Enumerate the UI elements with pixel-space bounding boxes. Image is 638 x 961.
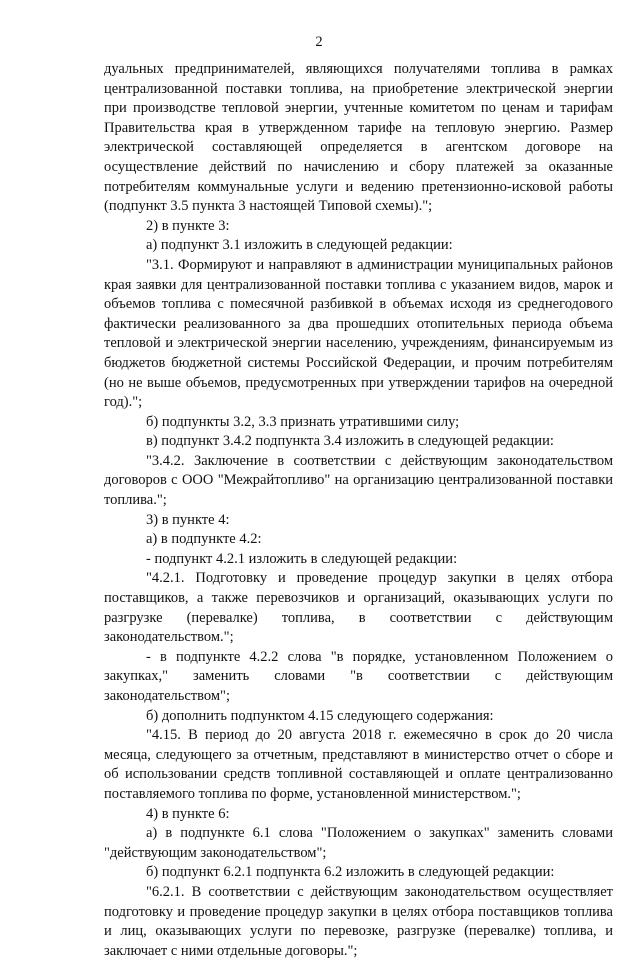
paragraph: "4.15. В период до 20 августа 2018 г. ежемесячно в срок до 20 числа месяца, следующего за отчетным, представляют в министерство отчет о сборе и об использовании средств топливной составляющей и оплате централизованно поставляемого топлива по форме, установленной министерством."; bbox=[104, 727, 613, 802]
paragraph: а) в подпункте 4.2: bbox=[146, 531, 262, 548]
paragraph: а) подпункт 3.1 изложить в следующей редакции: bbox=[146, 237, 453, 254]
document-body bbox=[104, 60, 613, 961]
paragraph: "6.2.1. В соответствии с действующим законодательством осуществляет подготовку и проведение процедур закупки в целях отбора поставщиков топлива и лиц, оказывающих услуги по перевозке, разгрузке (перевалке) топлива, и заключает с ними отдельные договоры."; bbox=[104, 883, 613, 959]
paragraph: "3.1. Формируют и направляют в администрации муниципальных районов края заявки для централизованной поставки топлива с указанием видов, марок и объемов топлива с помесячной разбивкой в объемах исходя из среднегодового фактически реализованного за два прошедших отопительных периода объема тепловой и электрической энергии населению, учреждениям, финансируемым из бюджетов бюджетной системы Российской Федерации, и прочим потребителям (но не выше объемов, предусмотренных при утверждении тарифов на очередной год)."; bbox=[104, 256, 613, 411]
paragraph: - в подпункте 4.2.2 слова "в порядке, установленном Положением о закупках," заменить словами "в соответствии с действующим законодательством"; bbox=[104, 648, 613, 704]
paragraph-continuation: дуальных предпринимателей, являющихся получателями топлива в рамках централизованной поставки топлива, на приобретение электрической энергии при производстве тепловой энергии, учтенные комитетом по ценам и тарифам Правительства края в утвержденном тарифе на тепловую энергию. Размер электрической составляющей определяется в агентском договоре на осуществление действий по начислению и сбору платежей за оказанные потребителям коммунальные услуги и ведению претензионно-исковой работы (подпункт 3.5 пункта 3 настоящей Типовой схемы)."; bbox=[104, 61, 613, 215]
paragraph: 3) в пункте 4: bbox=[146, 511, 230, 528]
paragraph: б) дополнить подпунктом 4.15 следующего содержания: bbox=[146, 707, 494, 724]
paragraph: 4) в пункте 6: bbox=[146, 805, 230, 822]
paragraph: а) в подпункте 6.1 слова "Положением о закупках" заменить словами "действующим законодательством"; bbox=[104, 825, 613, 861]
paragraph: б) подпункты 3.2, 3.3 признать утратившими силу; bbox=[146, 413, 460, 430]
paragraph: "3.4.2. Заключение в соответствии с действующим законодательством договоров с ООО "Межрайтопливо" на организацию централизованной поставки топлива."; bbox=[104, 452, 613, 509]
paragraph: б) подпункт 6.2.1 подпункта 6.2 изложить в следующей редакции: bbox=[146, 864, 555, 881]
page-number: 2 bbox=[315, 34, 323, 50]
paragraph: 2) в пункте 3: bbox=[146, 217, 230, 234]
paragraph: - подпункт 4.2.1 изложить в следующей редакции: bbox=[146, 550, 458, 567]
paragraph: "4.2.1. Подготовку и проведение процедур закупки в целях отбора поставщиков, а также перевозчиков и организаций, оказывающих услуги по разгрузке (перевалке) топлива, в соответствии с действующим законодательством."; bbox=[104, 570, 613, 646]
paragraph: в) подпункт 3.4.2 подпункта 3.4 изложить в следующей редакции: bbox=[146, 433, 554, 450]
